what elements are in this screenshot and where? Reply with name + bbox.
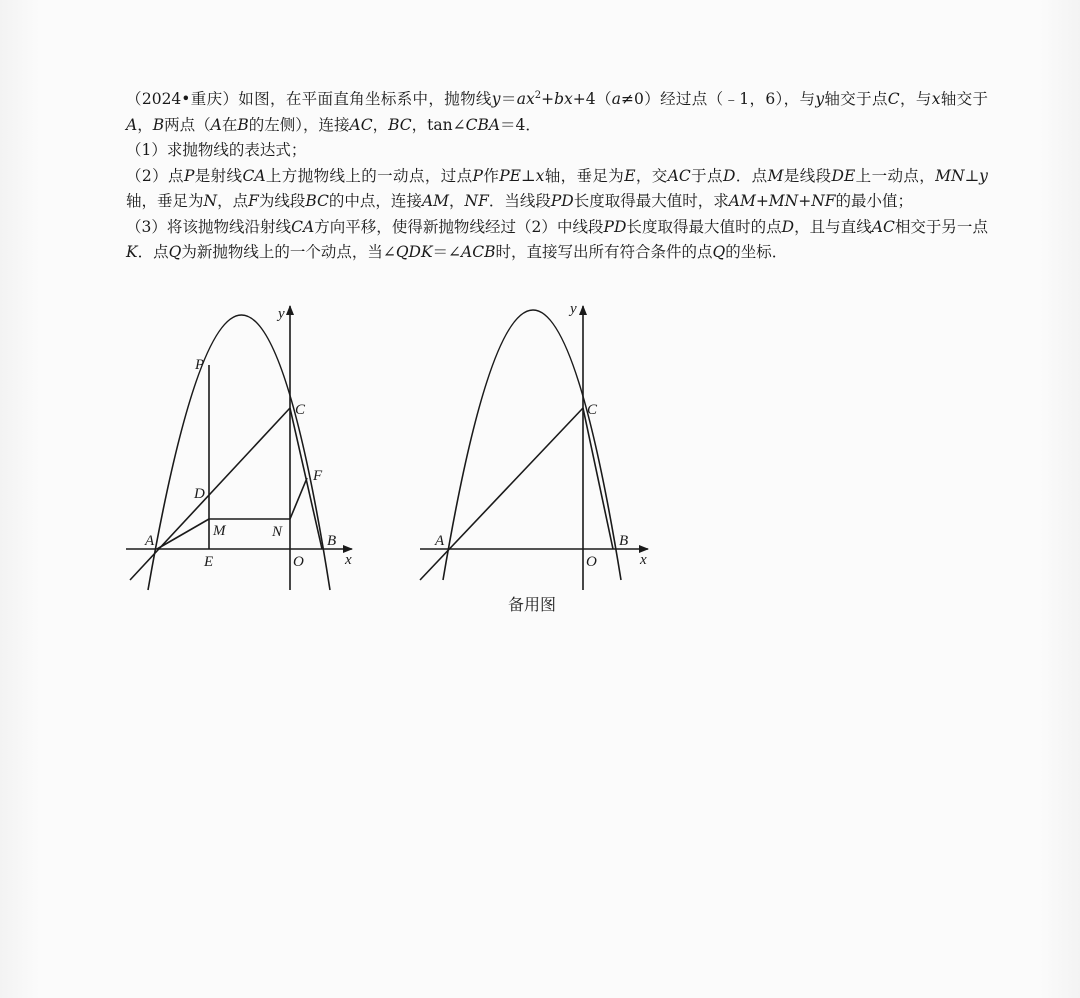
segment-BC xyxy=(583,408,613,549)
parabola xyxy=(443,310,621,580)
label-C: C xyxy=(295,402,306,418)
label-x: x xyxy=(640,552,647,568)
figure-2 xyxy=(405,290,665,600)
label-x: x xyxy=(345,552,352,568)
label-B: B xyxy=(619,533,629,549)
problem-text xyxy=(126,87,988,266)
label-N: N xyxy=(272,524,283,540)
label-y: y xyxy=(570,301,577,317)
problem-stem: （2024•重庆）如图，在平面直角坐标系中，抛物线$y=ax^2+bx+4(a\ne 0)$经过点（﹣1，6），与y轴交于点C，与x轴交于A，B两点（A在B的左侧），连接AC，BC，tan∠CBA＝4． xyxy=(126,89,988,134)
segment-NF xyxy=(290,478,307,519)
label-F: F xyxy=(313,468,323,484)
question-2: （2）点P是射线CA上方抛物线上的一动点，过点P作PE⊥x轴，垂足为E，交AC于点D．点M是线段DE上一动点，MN⊥y轴，垂足为N，点F为线段BC的中点，连接AM，NF．当线段PD长度取得最大值时，求AM+MN+NF的最小值； xyxy=(126,166,988,210)
label-E: E xyxy=(204,554,214,570)
label-D: D xyxy=(194,486,205,502)
label-y: y xyxy=(278,306,285,322)
label-O: O xyxy=(293,554,304,570)
label-A: A xyxy=(435,533,445,549)
question-3: （3）将该抛物线沿射线CA方向平移，使得新抛物线经过（2）中线段PD长度取得最大值时的点D，且与直线AC相交于另一点K．点Q为新抛物线上的一个动点，当∠QDK＝∠ACB时，直接写出所有符合条件的点Q的坐标． xyxy=(126,217,988,261)
label-A: A xyxy=(145,533,155,549)
line-AC xyxy=(420,408,583,580)
figure-caption: 备用图 xyxy=(508,595,557,614)
question-1: （1）求抛物线的表达式； xyxy=(126,141,307,159)
label-M: M xyxy=(213,523,226,539)
figure-1 xyxy=(110,290,380,600)
label-C: C xyxy=(587,402,598,418)
label-P: P xyxy=(195,357,205,373)
label-B: B xyxy=(327,533,337,549)
label-O: O xyxy=(586,554,597,570)
